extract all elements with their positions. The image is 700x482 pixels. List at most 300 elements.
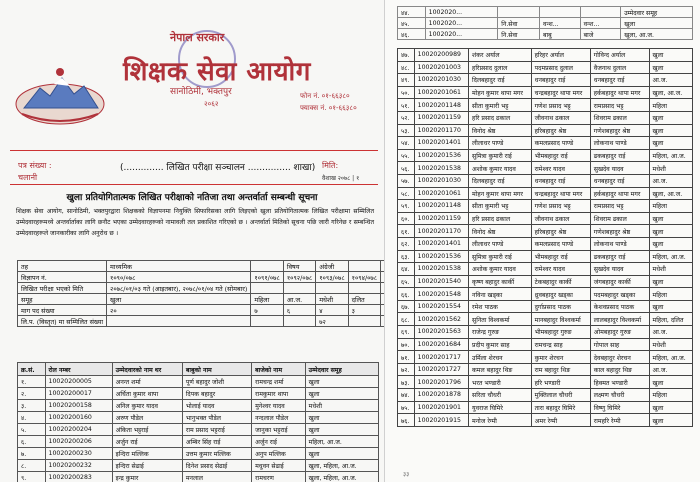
table-cell: आ.ज. [283,294,315,305]
table-cell [251,316,283,327]
table-cell: ४५. [398,18,426,29]
table-cell: रमेश पाठक [469,300,532,313]
table-cell: दुर्गाप्रसाद पाठक [531,300,590,313]
table-cell: अम्बिर सिंह राई [182,436,251,448]
table-cell: पदमप्रसाद दुलाल [531,61,590,74]
table-cell [540,7,581,18]
table-cell: 10020201061 [414,86,468,99]
table-cell: आ.ज. [649,174,692,187]
table-row [398,351,693,364]
table-cell: ५३. [398,124,415,137]
table-cell: खुला [305,388,378,400]
results-table [17,362,379,482]
table-cell: अशोक कुमार यादव [469,263,532,276]
table-cell: 10020201901 [414,401,468,414]
table-row [398,300,693,313]
table-cell: उत्तम कुमार मल्लिक [182,448,251,460]
table-cell: खुला, आ.ज. [649,187,692,200]
table-cell: 10020200232 [45,460,112,472]
table-row [398,61,693,74]
table-row [18,376,379,388]
table-cell: आ.ज. [649,363,692,376]
table-cell: राजेन्द्र गुरुङ [469,326,532,339]
table-cell: 10020201878 [414,389,468,402]
table-cell: मोहन कुमार थापा मगर [469,187,532,200]
table-cell: अर्जुन राई [252,436,306,448]
table-cell: लोकनाथ पाण्डे [590,237,649,250]
table-cell [107,316,251,327]
table-cell: नि.सेवा [498,18,540,29]
table-cell: माध्यमिक [107,261,251,272]
table-row [398,414,693,427]
table-row [18,283,385,294]
table-cell: हिक्मत भण्डारी [590,376,649,389]
table-cell: दिलबहादुर राई [469,174,532,187]
table-cell: लालबहादुर विश्वकर्मा [590,313,649,326]
table-cell: ७२ [316,316,348,327]
table-cell: 10020201148 [414,99,468,112]
table-cell: आ.ज. [649,74,692,87]
fax-number: फ्याक्स नं. ०१-६६३८० [300,104,357,112]
table-row [398,137,693,150]
table-cell: ५५. [398,149,415,162]
table-cell: 10020201030 [414,74,468,87]
column-header: क्र.सं. [18,363,46,376]
table-cell: उम्मेदवार समूह [621,7,693,18]
table-cell: जीवनाथ ढकाल [531,111,590,124]
table-cell [498,7,540,18]
table-row [398,162,693,175]
table-cell: ४६. [398,29,426,40]
table-row [398,288,693,301]
table-cell: जंगबहादुर कार्की [590,275,649,288]
table-row [398,363,693,376]
table-row [18,436,379,448]
table-cell: 10020201170 [414,225,468,238]
table-cell: अनुप मल्लिक [252,448,306,460]
column-header: बाबुको नाम [182,363,251,376]
table-cell: ओमबहादुर गुरुङ [590,326,649,339]
table-row [398,401,693,414]
table-cell: २०७८/०१/०३ गते (आइतबार), २०७८/०१/०४ गते (सोमबार) [107,283,251,294]
table-cell: ७. [18,448,46,460]
table-cell: ध्रुवबहादुर खड्का [531,288,590,301]
column-header: रोल नम्बर [45,363,112,376]
table-cell: चन्द्रबहादुर थापा मगर [531,86,590,99]
table-cell: ढकबहादुर राई [590,149,649,162]
table-cell: मधेशी [649,162,692,175]
table-row [398,29,693,40]
table-cell: 10020200283 [45,472,112,482]
table-row [398,149,693,162]
table-cell: सीता कुमारी भट्ट [469,99,532,112]
table-cell: विषय [283,261,315,272]
table-cell: भरत भण्डारी [469,376,532,389]
table-cell: ७४. [398,389,415,402]
table-cell: ६१. [398,225,415,238]
table-cell: मनलाल [182,472,251,482]
table-cell: ६९. [398,326,415,339]
table-cell: तारा बहादुर घिमिरे [531,401,590,414]
table-row [398,389,693,402]
table-cell: ५. [18,424,46,436]
table-cell: दिपक बहादुर [182,388,251,400]
right-page-header-table [397,6,693,40]
table-cell: ६२. [398,237,415,250]
table-cell: ६४. [398,263,415,276]
table-row [18,448,379,460]
established-year: २०६२ [204,100,219,108]
table-row [18,261,385,272]
table-cell: ७३. [398,376,415,389]
table-cell: 10020201554 [414,300,468,313]
table-cell: 10020201540 [414,275,468,288]
table-cell: मधेशी [649,338,692,351]
table-cell: खुला [649,124,692,137]
column-header: बाजेको नाम [252,363,306,376]
table-cell: लक्ष्मण चौधरी [590,389,649,402]
table-cell: भीमबहादुर राई [531,149,590,162]
table-cell: खुला [649,212,692,225]
table-cell: १०९२/०७८ [283,272,315,283]
table-cell: सुखदेव यादव [590,263,649,276]
column-header: उम्मेदवार समूह [305,363,378,376]
table-cell: अंकिता भट्टराई [112,424,182,436]
table-cell: 10020201538 [414,162,468,175]
table-cell: 10020201717 [414,351,468,364]
table-cell: रामचन्द्र साह [531,338,590,351]
table-cell: हरिबहादुर श्रेष्ठ [531,124,590,137]
table-cell: भानुभक्त पौडेल [182,412,251,424]
table-cell: गणेश प्रसाद भट्ट [531,200,590,213]
date-label: मिति: [322,161,339,170]
table-cell: ६८. [398,313,415,326]
table-cell [283,316,315,327]
table-row [18,400,379,412]
table-row [18,460,379,472]
table-row [398,7,693,18]
table-cell: ५०. [398,86,415,99]
table-cell: इन्दिरा सेढाई [112,460,182,472]
table-cell: मानबहादुर विश्वकर्मा [531,313,590,326]
table-cell: १०९०/०७८ [107,272,251,283]
table-cell: ६५. [398,275,415,288]
table-cell: उर्मिला शेरचन [469,351,532,364]
table-cell: ५९. [398,200,415,213]
table-cell: 10020200206 [45,436,112,448]
table-cell: ३. [18,400,46,412]
table-cell: 10020201030 [414,174,468,187]
table-cell: 10020201727 [414,363,468,376]
table-cell: सुनिता विश्वकर्मा [469,313,532,326]
table-cell: गोपाल साह [590,338,649,351]
table-cell: दिनेश प्रसाद सेढाई [182,460,251,472]
table-cell: राम प्रसाद भट्टराई [182,424,251,436]
table-cell [580,7,621,18]
table-cell: समूह [18,294,107,305]
table-cell: १. [18,376,46,388]
table-cell: हर्कबहादुर थापा मगर [590,187,649,200]
table-cell: 10020201401 [414,137,468,150]
notice-title: खुला प्रतियोगितात्मक लिखित परीक्षाको नतिजा तथा अन्तर्वार्ता सम्बन्धी सूचना [66,193,318,203]
table-cell: 10020200017 [45,388,112,400]
table-cell: माग पद संख्या [18,305,107,316]
table-cell: ६ [283,305,315,316]
table-cell: ४ [316,305,348,316]
table-cell: १०९४/०७८ [348,272,380,283]
table-cell: सरिता चौधरी [469,389,532,402]
table-cell: 1002020... [425,7,498,18]
table-row [18,316,385,327]
table-row [398,174,693,187]
table-row [398,326,693,339]
table-cell: देवबहादुर शेरचन [590,351,649,364]
table-cell: रामचन्द्र शर्मा [252,376,306,388]
table-cell: ४. [18,412,46,424]
table-cell: खुला [649,237,692,250]
table-cell: ५६. [398,162,415,175]
table-cell: रामप्रसाद भट्ट [590,200,649,213]
table-cell: 1002020... [425,18,498,29]
table-cell: २० [107,305,251,316]
table-cell: रामेश्वर यादव [531,162,590,175]
table-row [398,237,693,250]
commission-name: शिक्षक सेवा आयोग [123,57,311,87]
table-cell: ५८. [398,187,415,200]
table-row [18,294,385,305]
table-cell [283,283,315,294]
table-cell: पदमबहादुर खड्का [590,288,649,301]
table-cell: हरिहर अर्याल [531,49,590,62]
table-cell: ४९. [398,74,415,87]
table-header-row [18,363,379,376]
table-cell: ७०. [398,338,415,351]
table-cell: खुला [649,414,692,427]
table-cell: अर्चिता कुमार थापा [112,388,182,400]
table-cell: ४८. [398,61,415,74]
table-row [18,424,379,436]
table-cell: ५७. [398,174,415,187]
table-cell: 1002020... [425,29,498,40]
table-row [398,338,693,351]
table-cell: खुला [649,275,692,288]
table-cell: 10020201538 [414,263,468,276]
table-cell: ५४. [398,137,415,150]
table-cell [316,283,348,294]
table-cell: 10020201536 [414,149,468,162]
table-cell: खुला [305,448,378,460]
table-cell: 10020201548 [414,288,468,301]
table-cell: कमलप्रसाद पाण्डे [531,137,590,150]
table-cell: 10020201536 [414,250,468,263]
table-cell: 10020200005 [45,376,112,388]
table-cell: अर्जुन राई [112,436,182,448]
commission-address: सानोठिमी, भक्तपुर [170,87,232,97]
table-cell: शिवराम ढकाल [590,212,649,225]
table-cell: पूर्ण बहादुर जोशी [182,376,251,388]
table-cell: खुला [305,424,378,436]
table-cell: गणेशबहादुर श्रेष्ठ [590,225,649,238]
table-cell: धनबहादुर राई [531,74,590,87]
table-cell: महिला [649,99,692,112]
table-cell: ६. [18,436,46,448]
table-cell: जीवनाथ ढकाल [531,212,590,225]
table-cell: जानुका भट्टराई [252,424,306,436]
table-cell: लिखित परीक्षा भएको मिति [18,283,107,294]
table-cell: खुला, महिला, आ.ज. [305,460,378,472]
table-cell [348,261,380,272]
table-cell: इन्दिरा मल्लिक [112,448,182,460]
table-cell: गणेश प्रसाद भट्ट [531,99,590,112]
table-row [18,472,379,482]
table-cell: रामहरि रेग्मी [590,414,649,427]
table-cell: मधेशी [305,400,378,412]
table-cell: महिला, आ.ज. [305,436,378,448]
table-cell: खुला, आ.ज. [621,29,693,40]
table-cell: अनन्त शर्मा [112,376,182,388]
table-cell: हरि प्रसाद ढकाल [469,111,532,124]
table-cell: ७५. [398,401,415,414]
table-cell: रामचरण [252,472,306,482]
table-cell: कुमार शेरचन [531,351,590,364]
table-cell: १०९३/०७८ [316,272,348,283]
table-cell: महिला, दलित [649,313,692,326]
table-cell: काल बहादुर थिङ [590,363,649,376]
table-cell: नविना खड्का [469,288,532,301]
table-row [398,313,693,326]
table-cell: खुला [649,61,692,74]
table-cell: नि.सेवा [498,29,540,40]
table-cell: मनोज रेग्मी [469,414,532,427]
table-cell: दिलबहादुर राई [469,74,532,87]
table-cell: ६०. [398,212,415,225]
table-cell: 10020201170 [414,124,468,137]
table-row [398,124,693,137]
notice-page-right [384,0,700,482]
table-cell: ५२. [398,111,415,124]
table-cell: मुक्तिलाल चौधरी [531,389,590,402]
table-cell: 10020201003 [414,61,468,74]
table-row [398,200,693,213]
table-row [18,388,379,400]
table-row [398,18,693,29]
table-cell: महिला [251,294,283,305]
table-cell: 10020201159 [414,212,468,225]
header-rule [10,150,378,151]
table-cell: ढकबहादुर राई [590,250,649,263]
table-cell: विनोद श्रेष्ठ [469,124,532,137]
table-cell: चन्द्रबहादुर थापा मगर [531,187,590,200]
table-cell: खुला [649,137,692,150]
table-cell: १०९१/०७८ [251,272,283,283]
table-cell: 10020201061 [414,187,468,200]
table-cell: ६७. [398,300,415,313]
table-row [398,212,693,225]
table-cell: 10020201159 [414,111,468,124]
table-cell: भोलाई यादव [182,400,251,412]
table-cell: मुनेश्वर यादव [252,400,306,412]
table-cell: विनोद श्रेष्ठ [469,225,532,238]
table-cell: खुला [649,300,692,313]
table-cell: 10020201563 [414,326,468,339]
table-cell: ५१. [398,99,415,112]
table-cell: ७१. [398,351,415,364]
table-cell: सीता कुमारी भट्ट [469,200,532,213]
advertisement-table [17,260,384,327]
table-row [398,187,693,200]
table-cell: अनिल कुमार यादव [112,400,182,412]
header-rule-2 [10,184,378,185]
table-cell: खुला [305,376,378,388]
table-cell: अमर रेग्मी [531,414,590,427]
table-cell: युवराज घिमिरे [469,401,532,414]
table-cell: दलित [348,294,380,305]
table-cell: राम बहादुर थिङ [531,363,590,376]
table-cell: शंकर अर्याल [469,49,532,62]
table-cell: सुखदेव यादव [590,162,649,175]
table-cell: खुला [649,376,692,389]
table-cell: खुला [649,111,692,124]
table-cell: वन्श... [540,18,581,29]
table-cell: खुला [649,401,692,414]
table-cell: 10020201401 [414,237,468,250]
table-cell: हरि भण्डारी [531,376,590,389]
table-cell: 10020200204 [45,424,112,436]
table-cell: 10020200989 [414,49,468,62]
table-cell: नन्दलाल पौडेल [252,412,306,424]
table-cell: 10020201148 [414,200,468,213]
table-cell: ४४. [398,7,426,18]
table-row [398,49,693,62]
table-cell: ३ [348,305,380,316]
table-cell: मधेशी [316,294,348,305]
table-cell: गणेशबहादुर श्रेष्ठ [590,124,649,137]
table-cell: 10020200160 [45,412,112,424]
table-cell: केशवप्रसाद पाठक [590,300,649,313]
table-cell: हरिप्रसाद दुलाल [469,61,532,74]
reference-label: पत्र संख्या : [18,161,52,170]
table-cell: ७६. [398,414,415,427]
table-cell: मधुवन सेढाई [252,460,306,472]
table-row [398,111,693,124]
table-cell: 10020200230 [45,448,112,460]
table-cell: कमलप्रसाद पाण्डे [531,237,590,250]
table-row [18,412,379,424]
table-cell: महिला, आ.ज. [649,250,692,263]
table-cell: प्रदीप कुमार साह [469,338,532,351]
table-cell: भीमबहादुर गुरुङ [531,326,590,339]
table-cell: शिवराम ढकाल [590,111,649,124]
table-cell: महिला [649,288,692,301]
table-cell: लि.प. (विस्तृत) मा सम्मिलित संख्या [18,316,107,327]
table-cell: खुला [649,49,692,62]
table-cell: हर्कबहादुर थापा मगर [590,86,649,99]
table-cell: धनबहादुर राई [590,174,649,187]
phone-number: फोन नं. ०१-६६३८० [300,92,350,100]
table-cell: अरुण पौडेल [112,412,182,424]
table-cell: गोविन्द अर्याल [590,49,649,62]
table-row [18,272,385,283]
table-cell: धनबहादुर राई [590,74,649,87]
table-cell: टेकबहादुर कार्की [531,275,590,288]
table-cell: २. [18,388,46,400]
table-cell: महिला [649,389,692,402]
table-cell: विष्णु घिमिरे [590,401,649,414]
table-cell: कमल बहादुर थिङ [469,363,532,376]
table-cell: ६३. [398,250,415,263]
table-row [398,99,693,112]
table-cell: महिला [649,200,692,213]
